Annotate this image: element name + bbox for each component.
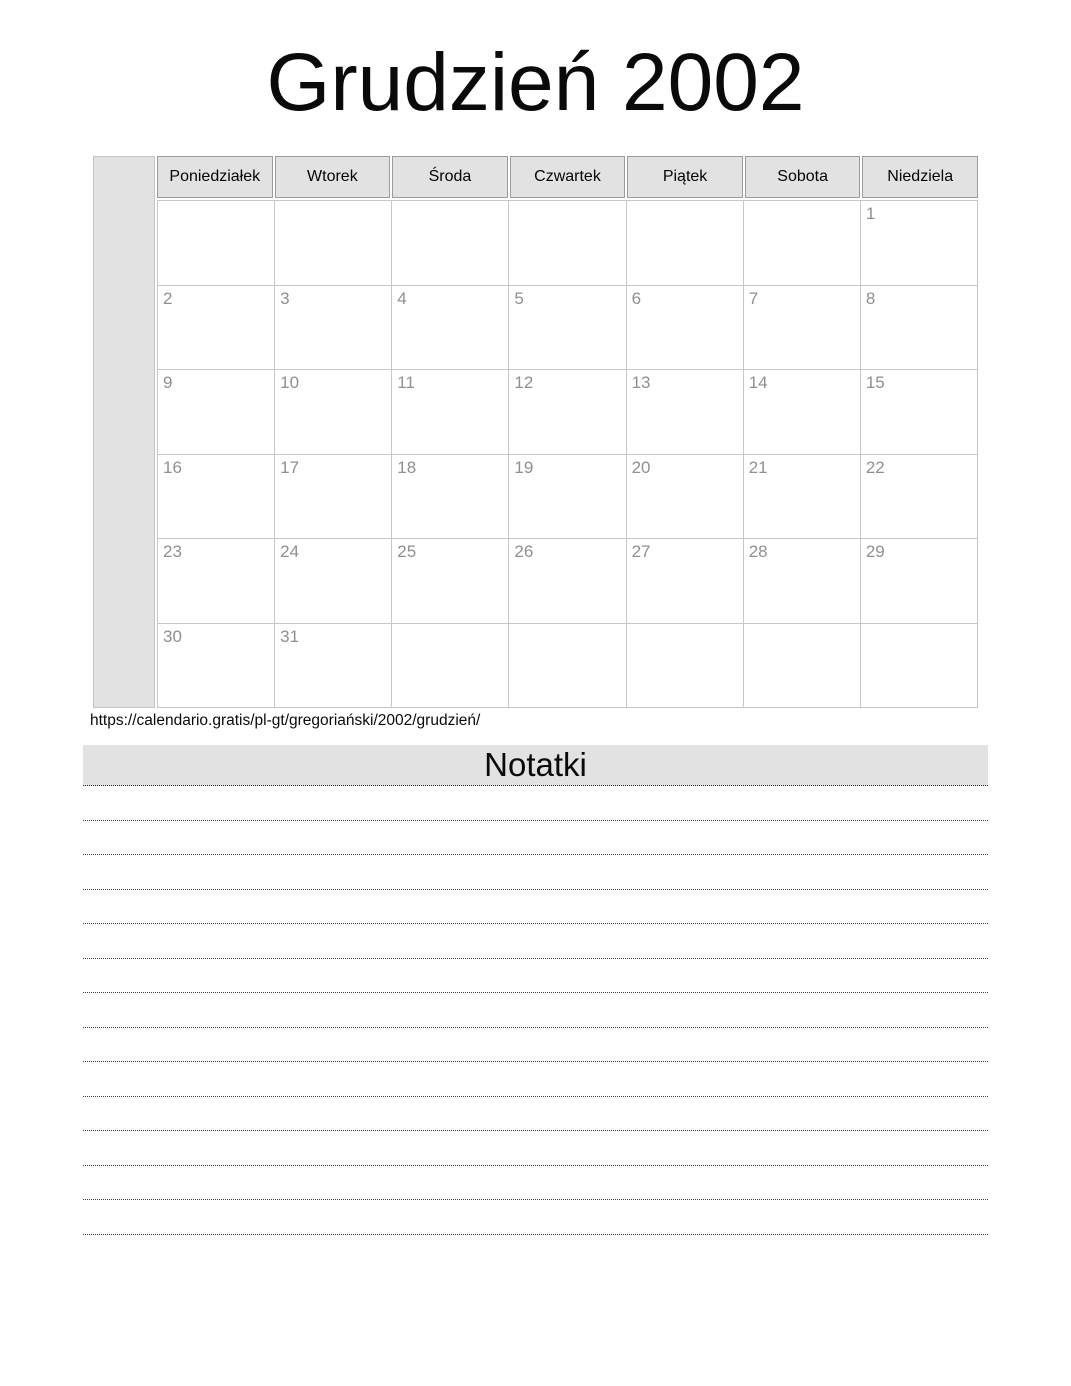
day-cell-2: 2 <box>158 286 275 371</box>
calendar-table <box>93 156 978 708</box>
day-cell-21: 21 <box>744 455 861 540</box>
day-cell-10: 10 <box>275 370 392 455</box>
note-line <box>83 1097 988 1132</box>
weekday-header-6: Sobota <box>745 156 861 198</box>
page-title: Grudzień 2002 <box>266 37 805 128</box>
day-cell-6: 6 <box>627 286 744 371</box>
day-cell-empty <box>392 201 509 286</box>
day-cell-empty <box>509 201 626 286</box>
note-line <box>83 890 988 925</box>
note-line <box>83 959 988 994</box>
day-cell-1: 1 <box>861 201 978 286</box>
day-cell-7: 7 <box>744 286 861 371</box>
day-cell-31: 31 <box>275 624 392 709</box>
day-cell-18: 18 <box>392 455 509 540</box>
day-cell-3: 3 <box>275 286 392 371</box>
day-cell-14: 14 <box>744 370 861 455</box>
note-line <box>83 1062 988 1097</box>
day-cell-24: 24 <box>275 539 392 624</box>
day-cell-empty <box>158 201 275 286</box>
day-cell-27: 27 <box>627 539 744 624</box>
day-cell-13: 13 <box>627 370 744 455</box>
weekday-header-4: Czwartek <box>510 156 626 198</box>
calendar-main <box>157 156 978 708</box>
note-line <box>83 924 988 959</box>
day-cell-26: 26 <box>509 539 626 624</box>
day-cell-29: 29 <box>861 539 978 624</box>
day-cell-28: 28 <box>744 539 861 624</box>
notes-title: Notatki <box>484 746 587 783</box>
weekday-header-5: Piątek <box>627 156 743 198</box>
day-cell-22: 22 <box>861 455 978 540</box>
weekday-header-3: Środa <box>392 156 508 198</box>
note-line <box>83 1166 988 1201</box>
day-cell-23: 23 <box>158 539 275 624</box>
day-cell-11: 11 <box>392 370 509 455</box>
day-cell-empty <box>627 624 744 709</box>
note-line <box>83 993 988 1028</box>
day-cell-17: 17 <box>275 455 392 540</box>
note-line <box>83 1200 988 1235</box>
day-cell-16: 16 <box>158 455 275 540</box>
note-line <box>83 1028 988 1063</box>
day-cell-4: 4 <box>392 286 509 371</box>
day-cell-5: 5 <box>509 286 626 371</box>
source-url-text: https://calendario.gratis/pl-gt/gregoriański/2002/grudzień/ <box>90 712 481 729</box>
notes-lines <box>83 786 988 1235</box>
day-cell-8: 8 <box>861 286 978 371</box>
day-cell-empty <box>392 624 509 709</box>
calendar-left-gutter <box>93 156 155 708</box>
day-cell-30: 30 <box>158 624 275 709</box>
day-cell-empty <box>275 201 392 286</box>
day-cell-15: 15 <box>861 370 978 455</box>
day-cell-9: 9 <box>158 370 275 455</box>
day-cell-12: 12 <box>509 370 626 455</box>
note-line <box>83 821 988 856</box>
day-grid <box>157 200 978 708</box>
note-line <box>83 1131 988 1166</box>
notes-section <box>83 745 988 1235</box>
day-cell-20: 20 <box>627 455 744 540</box>
weekday-header-2: Wtorek <box>275 156 391 198</box>
weekday-header-row <box>157 156 978 198</box>
day-cell-empty <box>509 624 626 709</box>
day-cell-empty <box>744 201 861 286</box>
day-cell-19: 19 <box>509 455 626 540</box>
day-cell-empty <box>861 624 978 709</box>
note-line <box>83 786 988 821</box>
weekday-header-7: Niedziela <box>862 156 978 198</box>
day-cell-empty <box>627 201 744 286</box>
weekday-header-1: Poniedziałek <box>157 156 273 198</box>
day-cell-empty <box>744 624 861 709</box>
notes-header-bar <box>83 745 988 786</box>
note-line <box>83 855 988 890</box>
day-cell-25: 25 <box>392 539 509 624</box>
